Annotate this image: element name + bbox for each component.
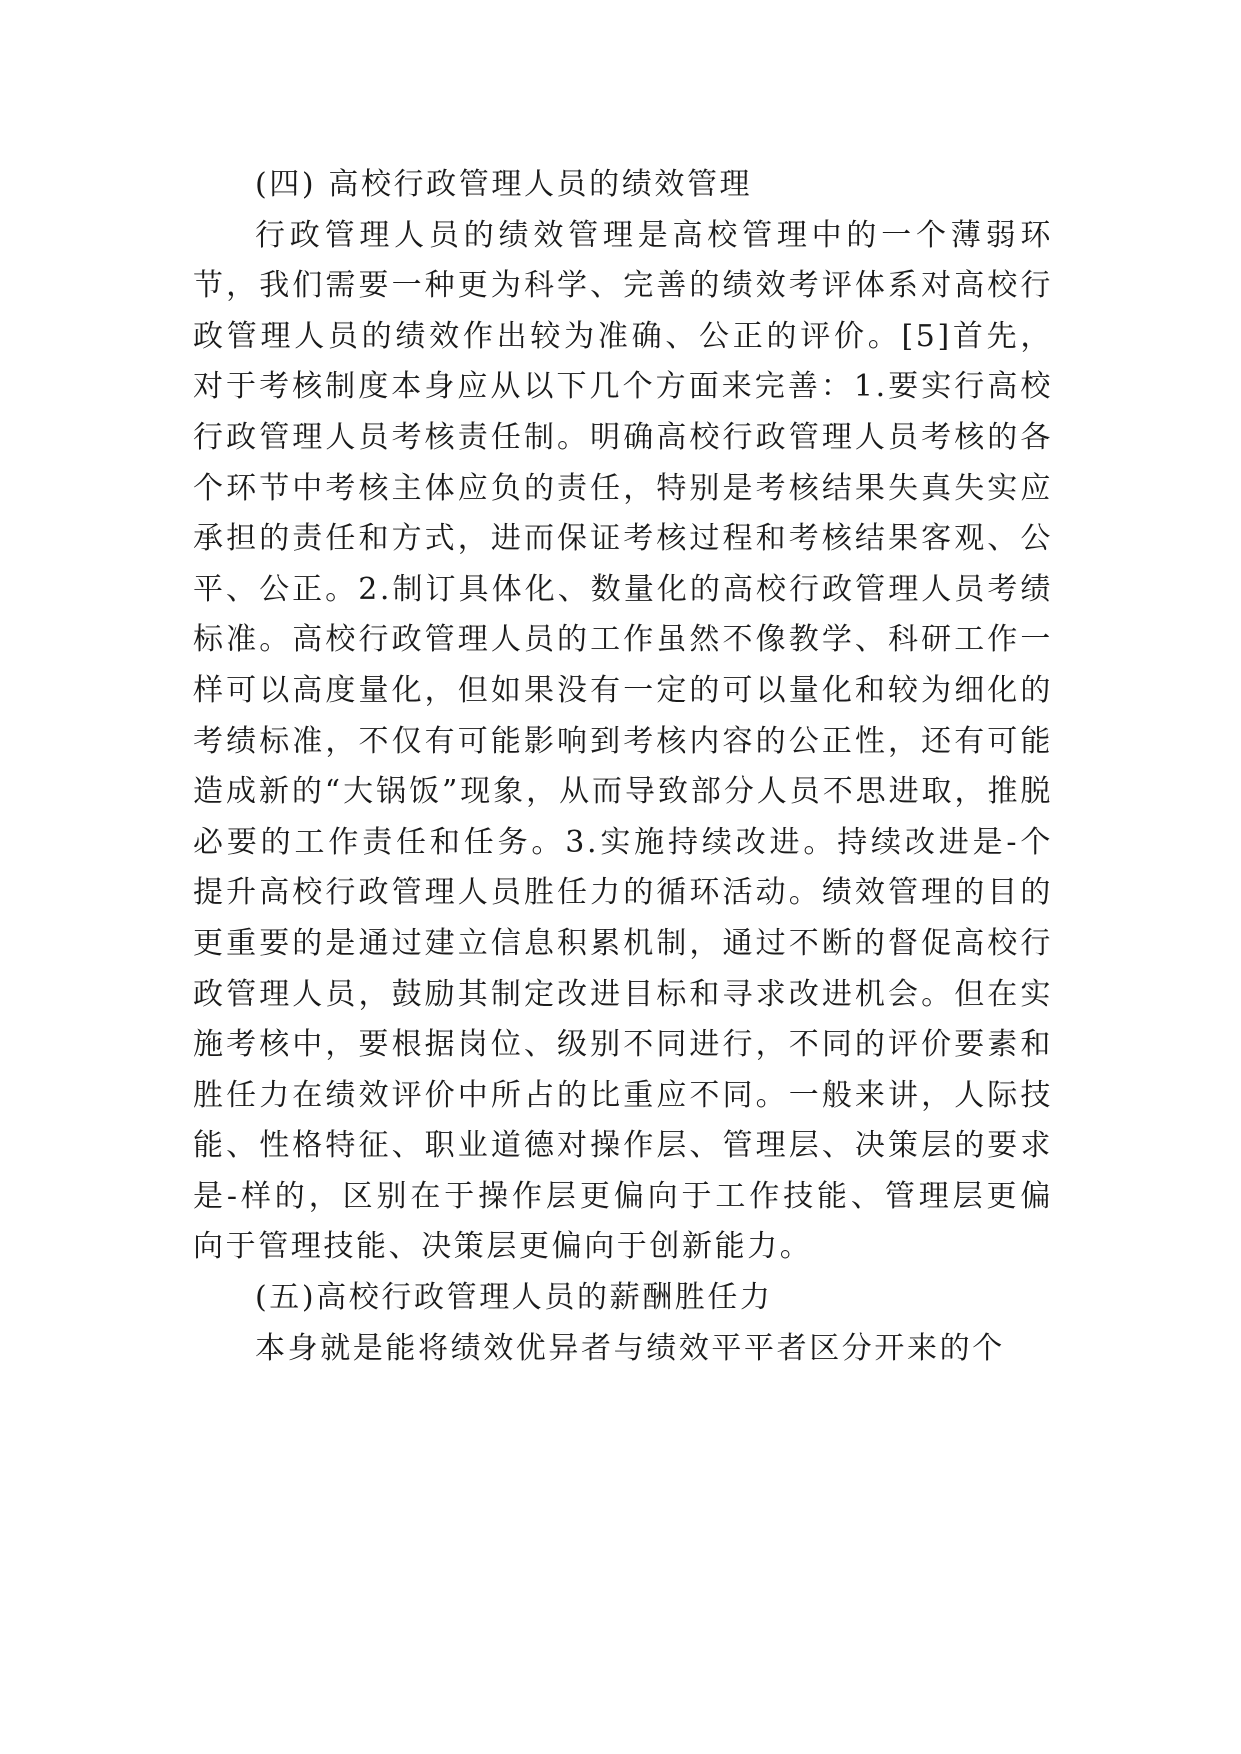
paragraph-performance-management: 行政管理人员的绩效管理是高校管理中的一个薄弱环节，我们需要一种更为科学、完善的绩效考评体系对高校行政管理人员的绩效作出较为准确、公正的评价。[5]首先，对于考核制度本身应从以下几个方面来完善：1.要实行高校行政管理人员考核责任制。明确高校行政管理人员考核的各个环节中考核主体应负的责任，特别是考核结果失真失实应承担的责任和方式，进而保证考核过程和考核结果客观、公平、公正。2.制订具体化、数量化的高校行政管理人员考绩标准。高校行政管理人员的工作虽然不像教学、科研工作一样可以高度量化，但如果没有一定的可以量化和较为细化的考绩标准，不仅有可能影响到考核内容的公正性，还有可能造成新的“大锅饭”现象，从而导致部分人员不思进取，推脱必要的工作责任和任务。3.实施持续改进。持续改进是-个提升高校行政管理人员胜任力的循环活动。绩效管理的目的更重要的是通过建立信息积累机制，通过不断的督促高校行政管理人员，鼓励其制定改进目标和寻求改进机会。但在实施考核中，要根据岗位、级别不同进行，不同的评价要素和胜任力在绩效评价中所占的比重应不同。一般来讲，人际技能、性格特征、职业道德对操作层、管理层、决策层的要求是-样的，区别在于操作层更偏向于工作技能、管理层更偏向于管理技能、决策层更偏向于创新能力。 <box>193 217 1053 1265</box>
section-heading-four: (四) 高校行政管理人员的绩效管理 <box>255 167 753 202</box>
section-heading-five: (五)高校行政管理人员的薪酬胜任力 <box>255 1280 773 1316</box>
paragraph-salary-competency: 本身就是能将绩效优异者与绩效平平者区分开来的个 <box>255 1330 1005 1366</box>
document-body <box>193 160 1053 1374</box>
